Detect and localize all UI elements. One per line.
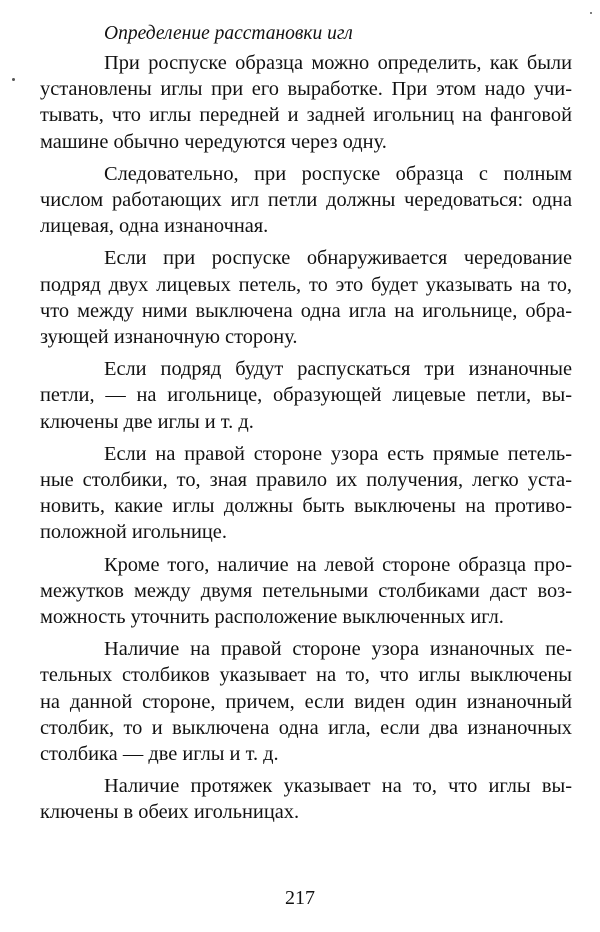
text-line: Наличие на правой стороне узора изнаночных пе-: [104, 638, 572, 661]
paragraph: [40, 245, 572, 350]
text-line: ключены в обеих игольницах.: [40, 801, 300, 824]
page-number: 217: [285, 887, 315, 909]
text-line: машине обычно чередуются через одну.: [40, 130, 387, 153]
text-line: петли, — на игольнице, образующей лицевые петли, вы-: [40, 384, 572, 407]
text-line: Если на правой стороне узора есть прямые петель-: [104, 442, 572, 465]
text-line: столбик, то и выключена одна игла, если два изнаночных: [40, 716, 572, 739]
text-line: столбика — две иглы и т. д.: [40, 743, 279, 766]
text-line: межутков между двумя петельными столбиками даст воз-: [40, 579, 572, 602]
text-line: можность уточнить расположение выключенных игл.: [40, 606, 504, 629]
text-line: Если при роспуске обнаруживается чередование: [104, 247, 572, 270]
text-line: установлены иглы при его выработке. При этом надо учи-: [40, 78, 572, 101]
text-block: [40, 22, 572, 832]
scan-speck: [12, 78, 15, 81]
text-line: числом работающих игл петли должны чередоваться: одна: [40, 189, 572, 212]
paragraph: [40, 161, 572, 240]
text-line: Кроме того, наличие на левой стороне образца про-: [104, 553, 572, 576]
paragraph: [40, 356, 572, 435]
text-line: Наличие протяжек указывает на то, что иглы вы-: [104, 775, 572, 798]
text-line: на данной стороне, причем, если виден один изнаночный: [40, 690, 572, 713]
text-line: новить, какие иглы должны быть выключены на противо-: [40, 495, 572, 518]
text-line: лицевая, одна изнаночная.: [40, 215, 269, 238]
paragraphs: [40, 50, 572, 826]
text-line: что между ними выключена одна игла на игольнице, обра-: [40, 299, 572, 322]
paragraph: [40, 441, 572, 546]
text-line: Если подряд будут распускаться три изнаночные: [104, 358, 572, 381]
text-line: положной игольнице.: [40, 521, 227, 544]
paragraph: [40, 636, 572, 767]
paragraph: [40, 50, 572, 155]
scan-speck: [590, 12, 592, 14]
paragraph: [40, 773, 572, 825]
text-line: зующей изнаночную сторону.: [40, 326, 298, 349]
section-heading: Определение расстановки игл: [104, 23, 353, 44]
paragraph: [40, 552, 572, 631]
text-line: тывать, что иглы передней и задней игольниц на фанговой: [40, 104, 572, 127]
text-line: ключены две иглы и т. д.: [40, 410, 254, 433]
text-line: тельных столбиков указывает на то, что иглы выключены: [40, 664, 572, 687]
text-line: Следовательно, при роспуске образца с полным: [104, 162, 572, 185]
text-line: подряд двух лицевых петель, то это будет указывать на то,: [40, 273, 572, 296]
text-line: ные столбики, то, зная правило их получения, легко уста-: [40, 469, 572, 492]
text-line: При роспуске образца можно определить, как были: [104, 52, 572, 74]
